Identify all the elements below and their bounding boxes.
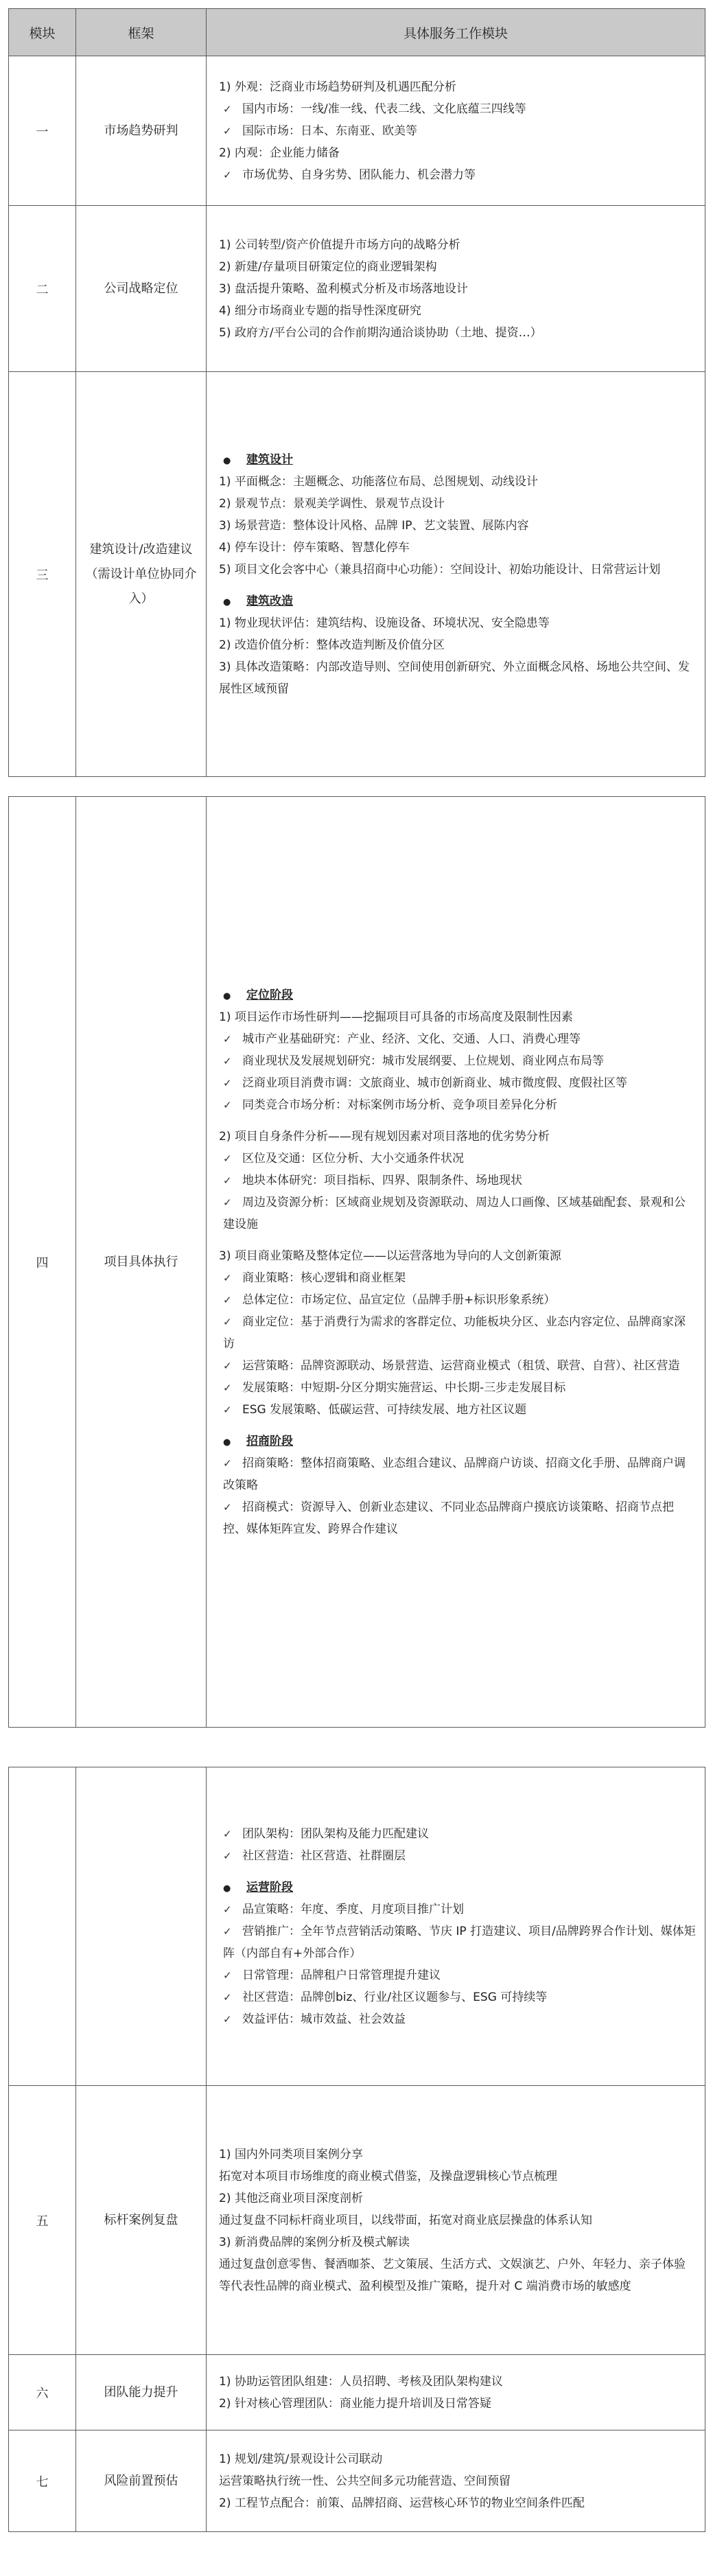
content-line: 3) 场景营造：整体设计风格、品牌 IP、艺文装置、展陈内容 [219, 518, 529, 533]
check-item: ✓ 社区营造：社区营造、社群圈层 [219, 1845, 697, 1867]
framework-cell: 标杆案例复盘 [76, 2086, 207, 2355]
check-item: ✓ ESG 发展策略、低碳运营、可持续发展、地方社区议题 [219, 1399, 697, 1421]
content-line: 1) 项目运作市场性研判——挖掘项目可具备的市场高度及限制性因素 [219, 1010, 573, 1024]
check-item: ✓ 周边及资源分析：区域商业规划及资源联动、周边人口画像、区域基础配套、景观和公建设施 [219, 1192, 697, 1235]
header-module: 模块 [9, 9, 76, 56]
content-line: 3) 具体改造策略：内部改造导则、空间使用创新研究、外立面概念风格、场地公共空间、发展性区域预留 [219, 660, 690, 696]
check-item: ✓ 城市产业基础研究：产业、经济、文化、交通、人口、消费心理等 [219, 1028, 697, 1050]
framework-cell: 团队能力提升 [76, 2355, 207, 2430]
check-item: ✓ 市场优势、自身劣势、团队能力、机会潜力等 [219, 164, 697, 186]
content-line: 2) 针对核心管理团队：商业能力提升培训及日常答疑 [219, 2396, 491, 2411]
header-services: 具体服务工作模块 [207, 9, 705, 56]
check-item: ✓ 运营策略：品牌资源联动、场景营造、运营商业模式（租赁、联营、自营）、社区营造 [219, 1355, 697, 1377]
content-line: 2) 工程节点配合：前策、品牌招商、运营核心环节的物业空间条件匹配 [219, 2496, 585, 2510]
content-line: 通过复盘创意零售、餐酒咖茶、艺文策展、生活方式、文娱演艺、户外、年轻力、亲子体验等代表性品牌的商业模式、盈利模型及推广策略，提升对 C 端消费市场的敏感度 [219, 2257, 686, 2293]
check-item: ✓ 区位及交通：区位分析、大小交通条件状况 [219, 1148, 697, 1170]
content-line: 1) 外观：泛商业市场趋势研判及机遇匹配分析 [219, 80, 456, 94]
section-heading: ● 建筑改造 [219, 590, 697, 612]
module-cell [9, 1767, 76, 2086]
content-cell [207, 1767, 705, 2086]
check-item: ✓ 营销推广：全年节点营销活动策略、节庆 IP 打造建议、项目/品牌跨界合作计划、媒体矩阵（内部自有+外部合作） [219, 1921, 697, 1964]
table-row [9, 372, 705, 777]
content-line: 1) 平面概念：主题概念、功能落位布局、总图规划、动线设计 [219, 474, 538, 489]
content-line: 1) 规划/建筑/景观设计公司联动 [219, 2452, 383, 2466]
framework-cell: 风险前置预估 [76, 2430, 207, 2532]
check-item: ✓ 商业现状及发展规划研究：城市发展纲要、上位规划、商业网点布局等 [219, 1050, 697, 1072]
table-header-row [9, 9, 705, 56]
table-row [9, 797, 705, 1728]
content-line: 5) 政府方/平台公司的合作前期沟通洽谈协助（土地、提资…） [219, 325, 542, 340]
check-item: ✓ 国内市场：一线/准一线、代表二线、文化底蕴三四线等 [219, 98, 697, 120]
module-cell: 七 [9, 2430, 76, 2532]
section-heading: ● 运营阶段 [219, 1877, 697, 1899]
content-line: 4) 细分市场商业专题的指导性深度研究 [219, 303, 421, 318]
table-row [9, 2430, 705, 2532]
spacer [219, 581, 697, 590]
check-item: ✓ 招商策略：整体招商策略、业态组合建议、品牌商户访谈、招商文化手册、品牌商户调改策略 [219, 1452, 697, 1496]
spacer [219, 1116, 697, 1126]
module-cell: 一 [9, 56, 76, 206]
section-heading: ● 建筑设计 [219, 449, 697, 471]
content-line: 3) 盘活提升策略、盈利模式分析及市场落地设计 [219, 281, 468, 296]
module-cell: 四 [9, 797, 76, 1728]
content-line: 2) 其他泛商业项目深度剖析 [219, 2191, 363, 2205]
content-line: 2) 景观节点：景观美学调性、景观节点设计 [219, 496, 445, 511]
content-line: 拓宽对本项目市场维度的商业模式借鉴，及操盘逻辑核心节点梳理 [219, 2169, 557, 2183]
check-item: ✓ 商业策略：核心逻辑和商业框架 [219, 1267, 697, 1289]
content-line: 1) 国内外同类项目案例分享 [219, 2147, 363, 2161]
content-line: 1) 公司转型/资产价值提升市场方向的战略分析 [219, 237, 460, 252]
content-line: 2) 新建/存量项目研策定位的商业逻辑架构 [219, 259, 437, 274]
content-line: 3) 项目商业策略及整体定位——以运营落地为导向的人文创新策源 [219, 1249, 561, 1263]
section-heading: ● 定位阶段 [219, 984, 697, 1006]
check-item: ✓ 地块本体研究：项目指标、四界、限制条件、场地现状 [219, 1170, 697, 1192]
header-framework: 框架 [76, 9, 207, 56]
content-cell [207, 206, 705, 372]
check-item: ✓ 总体定位：市场定位、品宣定位（品牌手册+标识形象系统） [219, 1289, 697, 1311]
content-line: 1) 物业现状评估：建筑结构、设施设备、环境状况、安全隐患等 [219, 616, 550, 630]
service-table-part-1 [8, 8, 705, 777]
check-item: ✓ 团队架构：团队架构及能力匹配建议 [219, 1823, 697, 1845]
content-line: 通过复盘不同标杆商业项目，以线带面，拓宽对商业底层操盘的体系认知 [219, 2213, 592, 2227]
module-cell: 六 [9, 2355, 76, 2430]
framework-cell: 建筑设计/改造建议（需设计单位协同介入） [76, 372, 207, 777]
content-line: 2) 改造价值分析：整体改造判断及价值分区 [219, 638, 445, 652]
table-row [9, 56, 705, 206]
check-item: ✓ 同类竞合市场分析：对标案例市场分析、竞争项目差异化分析 [219, 1094, 697, 1116]
table-row [9, 206, 705, 372]
module-cell: 三 [9, 372, 76, 777]
check-item: ✓ 效益评估：城市效益、社会效益 [219, 2008, 697, 2030]
table-row [9, 2355, 705, 2430]
spacer [219, 1235, 697, 1245]
table-row [9, 2086, 705, 2355]
framework-cell [76, 1767, 207, 2086]
content-cell [207, 2430, 705, 2532]
content-line: 3) 新消费品牌的案例分析及模式解读 [219, 2235, 410, 2249]
content-cell [207, 2355, 705, 2430]
content-line: 5) 项目文化会客中心（兼具招商中心功能）：空间设计、初始功能设计、日常营运计划 [219, 562, 661, 577]
content-cell [207, 56, 705, 206]
check-item: ✓ 社区营造：品牌创biz、行业/社区议题参与、ESG 可持续等 [219, 1986, 697, 2008]
module-cell: 二 [9, 206, 76, 372]
framework-cell: 市场趋势研判 [76, 56, 207, 206]
check-item: ✓ 商业定位：基于消费行为需求的客群定位、功能板块分区、业态内容定位、品牌商家深访 [219, 1311, 697, 1355]
framework-cell: 项目具体执行 [76, 797, 207, 1728]
check-item: ✓ 招商模式：资源导入、创新业态建议、不同业态品牌商户摸底访谈策略、招商节点把控、媒体矩阵宣发、跨界合作建议 [219, 1496, 697, 1540]
content-line: 2) 内观：企业能力储备 [219, 146, 340, 160]
content-line: 1) 协助运管团队组建：人员招聘、考核及团队架构建议 [219, 2374, 503, 2389]
content-cell [207, 2086, 705, 2355]
framework-cell: 公司战略定位 [76, 206, 207, 372]
content-line: 运营策略执行统一性、公共空间多元功能营造、空间预留 [219, 2474, 511, 2488]
content-cell [207, 372, 705, 777]
content-cell [207, 797, 705, 1728]
content-line: 4) 停车设计：停车策略、智慧化停车 [219, 540, 410, 555]
content-line: 2) 项目自身条件分析——现有规划因素对项目落地的优劣势分析 [219, 1129, 550, 1144]
check-item: ✓ 泛商业项目消费市调：文旅商业、城市创新商业、城市微度假、度假社区等 [219, 1072, 697, 1094]
spacer [219, 1421, 697, 1430]
module-cell: 五 [9, 2086, 76, 2355]
section-heading: ● 招商阶段 [219, 1430, 697, 1452]
spacer [219, 1867, 697, 1877]
check-item: ✓ 日常管理：品牌租户日常管理提升建议 [219, 1964, 697, 1986]
table-row [9, 1767, 705, 2086]
check-item: ✓ 发展策略：中短期-分区分期实施营运、中长期-三步走发展目标 [219, 1377, 697, 1399]
check-item: ✓ 品宣策略：年度、季度、月度项目推广计划 [219, 1899, 697, 1921]
service-table-part-2 [8, 796, 705, 1728]
service-table-part-3 [8, 1767, 705, 2532]
check-item: ✓ 国际市场：日本、东南亚、欧美等 [219, 120, 697, 142]
